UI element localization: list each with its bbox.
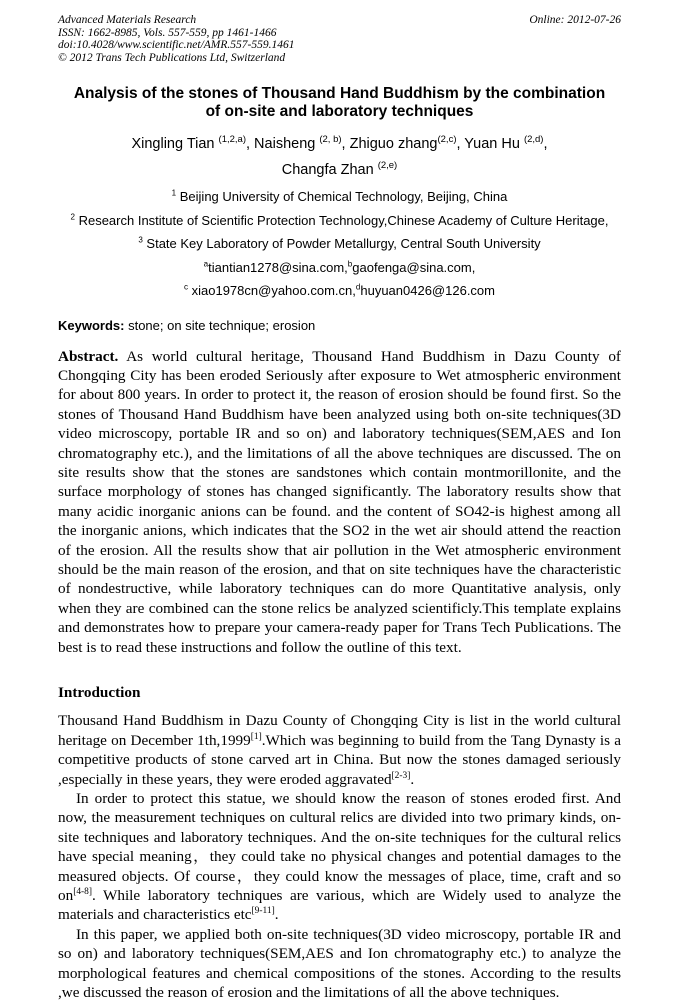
intro-paragraph-3: In this paper, we applied both on-site techniques(3D video microscopy, portable IR and so on) and laboratory techniques(SEM,AES and Ion chromatography etc.) to analyze the morphological features and chemical compositions of the stones. According to the results ,we discussed the reason of erosion and the limitations of all the above techniques. bbox=[58, 925, 621, 1002]
journal-name: Advanced Materials Research bbox=[58, 14, 197, 26]
affiliation-3: $^3$ State Key Laboratory of Powder Metallurgy, Central South University bbox=[138, 235, 541, 251]
paper-title: Analysis of the stones of Thousand Hand Buddhism by the combination of on-site and laboratory techniques bbox=[73, 85, 606, 120]
abstract-text: As world cultural heritage, Thousand Hand Buddhism in Dazu County of Chongqing City has been eroded Seriously after exposure to Wet atmospheric environment for about 800 years. In order to protect it, the reason of erosion should be found first. So the stones of Thousand Hand Buddhism have been analyzed using both on-site techniques(3D video microscopy, portable IR and so on) and laboratory techniques(SEM,AES and Ion chromatography etc.), and the limitations of all the above techniques are discussed. The on site results show that the stones are sandstones which contain montmorillonite, and the surface morphology of stones has changed significantly. The laboratory results show that many acidic inorganic anions can be found. and the content of SO42-is highest among all the inorganic anions, which indicates that the SO2 in the wet air should attend the reaction of the erosion. All the results show that air pollution in the Wet atmospheric environment should be the main reason of the erosion, and that on site techniques have the characteristic of nondestructive, while laboratory techniques can do more Quantitative analysis, only when they are combined can the stone relics be analyzed scientificly.This template explains and demonstrates how to prepare your camera-ready paper for Trans Tech Publications. The best is to read these instructions and follow the outline of this text. bbox=[58, 347, 621, 656]
section-heading-introduction: Introduction bbox=[58, 684, 141, 701]
journal-doi-line: doi:10.4028/www.scientific.net/AMR.557-559.1461 bbox=[58, 39, 295, 51]
abstract bbox=[58, 347, 621, 658]
keywords-text: stone; on site technique; erosion bbox=[128, 317, 316, 333]
affiliation-2: $^2$ Research Institute of Scientific Protection Technology,Chinese Academy of Culture Heritage, bbox=[70, 212, 609, 228]
intro-paragraph-1: Thousand Hand Buddhism in Dazu County of Chongqing City is list in the world cultural heritage on December 1th,1999[1].Which was beginning to build from the Tang Dynasty is a competitive products of stone carved art in China. But now the stones damaged seriously ,especially in these years, they were eroded aggravated[2-3]. bbox=[58, 712, 621, 788]
online-date: Online: 2012-07-26 bbox=[529, 14, 621, 26]
journal-header bbox=[58, 14, 621, 64]
journal-issn-line: ISSN: 1662-8985, Vols. 557-559, pp 1461-1466 bbox=[58, 26, 277, 39]
author-emails: $^a$tiantian1278@sina.com,$^b$gaofenga@sina.com, $^c$ xiao1978cn@yahoo.com.cn,$^d$huyuan0426@126.com bbox=[183, 259, 495, 298]
keywords-line bbox=[58, 318, 621, 334]
abstract-label: Abstract. bbox=[58, 347, 119, 365]
keywords-label: Keywords: bbox=[58, 317, 125, 333]
journal-copyright-line: © 2012 Trans Tech Publications Ltd, Switzerland bbox=[58, 51, 286, 64]
affiliation-1: $^1$ Beijing University of Chemical Technology, Beijing, China bbox=[171, 188, 508, 204]
affiliations-block bbox=[58, 185, 621, 303]
intro-paragraph-2: In order to protect this statue, we should know the reason of stones eroded first. And now, the measurement techniques on cultural relics are divided into two primary kinds, on-site techniques and laboratory techniques. And the on-site techniques for the cultural relics have special meaning，they could take no physical changes and potential damages to the measured objects. Of course，they could know the messages of place, time, craft and so on[4-8]. While laboratory techniques are various, which are Widely used to analyze the materials and characteristics etc[9-11]. bbox=[58, 790, 621, 924]
authors-line: Xingling Tian $^{(1,2,a)}$, Naisheng $^{(2, b)}$, Zhiguo zhang$^{(2,c)}$, Yuan Hu $^{(2,d)}$, Changfa Zhan $^{(2,e)}$ bbox=[131, 134, 548, 178]
journal-info bbox=[58, 14, 294, 64]
